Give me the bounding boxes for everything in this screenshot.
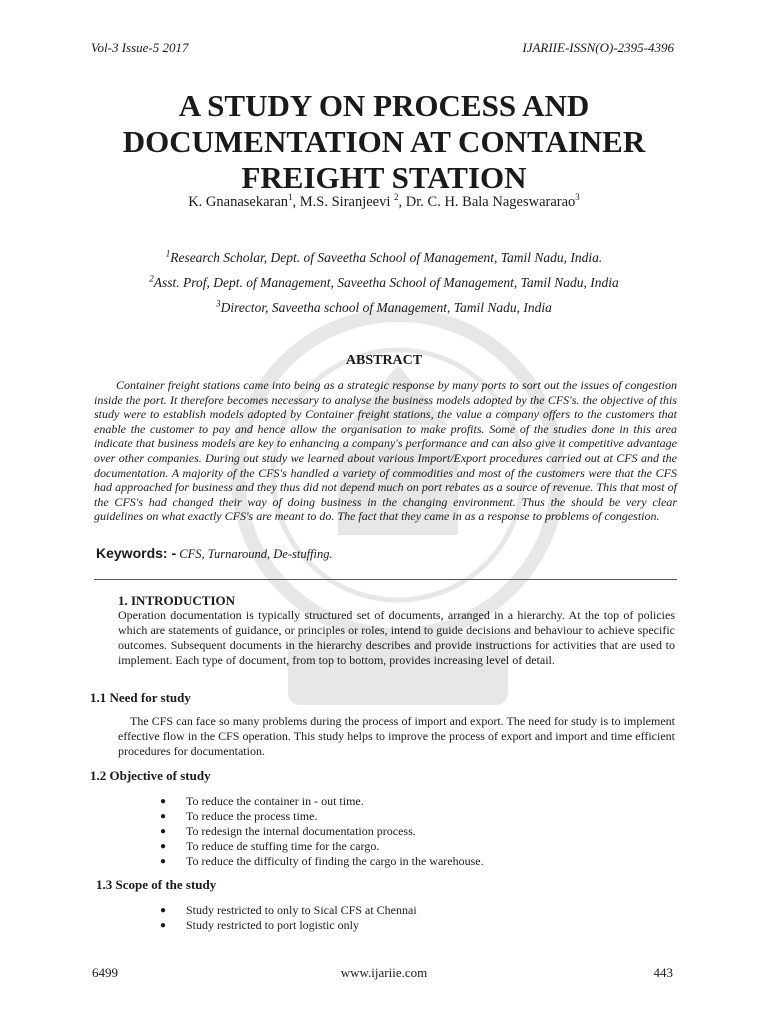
section-divider <box>94 579 677 580</box>
list-item <box>160 854 484 869</box>
author-name: Dr. C. H. Bala Nageswararao <box>405 194 576 210</box>
affiliation-text: Director, Saveetha school of Management, Tamil Nadu, India <box>220 300 552 315</box>
list-item-text: To reduce the container in - out time. <box>186 794 364 808</box>
objective-heading: 1.2 Objective of study <box>90 768 211 783</box>
author-name: M.S. Siranjeevi <box>299 194 395 210</box>
footer-page-number: 443 <box>653 965 673 980</box>
header-issn: IJARIIE-ISSN(O)-2395-4396 <box>522 40 674 55</box>
bullet-icon: ● <box>160 856 167 867</box>
list-item <box>160 809 484 824</box>
list-item-text: To reduce de stuffing time for the cargo. <box>186 839 380 853</box>
objective-list <box>160 794 484 869</box>
keywords-label: Keywords: - <box>96 545 177 561</box>
list-item-text: Study restricted to only to Sical CFS at Chennai <box>186 903 417 917</box>
list-item <box>160 918 417 933</box>
bullet-icon: ● <box>160 796 167 807</box>
introduction-heading: 1. INTRODUCTION <box>118 593 236 608</box>
affiliation-mark: 1 <box>165 248 171 259</box>
keywords <box>96 545 333 563</box>
affiliation-mark: 2 <box>149 273 154 284</box>
paper-title <box>90 88 678 196</box>
affiliation-text: Research Scholar, Dept. of Saveetha School of Management, Tamil Nadu, India. <box>170 250 603 265</box>
title-line-3: FREIGHT STATION <box>241 160 527 195</box>
author-name: K. Gnanasekaran <box>188 194 289 210</box>
bullet-icon: ● <box>160 826 167 837</box>
affiliation-3 <box>90 300 678 316</box>
list-item-text: To reduce the difficulty of finding the cargo in the warehouse. <box>186 854 484 868</box>
keywords-text: CFS, Turnaround, De-stuffing. <box>176 547 333 561</box>
bullet-icon: ● <box>160 920 167 931</box>
author-separator: , <box>292 194 300 210</box>
introduction-text: Operation documentation is typically structured set of documents, arranged in a hierarchy. At the top of policies which are statements of guidance, or principles or roles, intend to guide decisions and behaviour to achieve specific outcomes. Subsequent documents in the hierarchy describes and provide instructions for activities that are used to implement. Each type of document, from top to bottom, provides increasing level of detail. <box>118 608 675 667</box>
author-affil-mark: 2 <box>394 192 399 203</box>
list-item-text: To redesign the internal documentation process. <box>186 824 416 838</box>
bullet-icon: ● <box>160 811 167 822</box>
bullet-icon: ● <box>160 841 167 852</box>
affiliation-text: Asst. Prof, Dept. of Management, Saveetha School of Management, Tamil Nadu, India <box>153 275 619 290</box>
list-item <box>160 794 484 809</box>
header-volume-issue: Vol-3 Issue-5 2017 <box>91 40 189 55</box>
list-item <box>160 824 484 839</box>
author-list <box>90 194 678 211</box>
list-item-text: To reduce the process time. <box>186 809 318 823</box>
list-item <box>160 839 484 854</box>
author-affil-mark: 1 <box>288 192 293 203</box>
abstract-text: Container freight stations came into being as a strategic response by many ports to sort out the issues of congestion inside the port. It therefore becomes necessary to analyse the business models adopted by the CFS's. the objective of this study were to establish models adopted by Container freight stations, the value a company offers to the customers that enable the customer to pay and hence allow the organisation to make profits. Some of the studies done in this area indicate that business models are key to enhancing a company's performance and can also give it competitive advantage over other companies. During out study we learned about various Import/Export procedures carried out at CFS and the documentation. A majority of the CFS's handled a variety of commodities and most of the customers were that the CFS had approached for business and they thus did not depend much on port rebates as a source of revenue. This that most of the CFS's had changed their way of doing business in the changing environment. Thus the should be very clear guidelines on what exactly CFS's are meant to do. The fact that they came in as a response to problems of congestion. <box>94 378 677 524</box>
footer-website-link[interactable]: www.ijariie.com <box>340 965 428 980</box>
footer-paper-id: 6499 <box>92 965 118 980</box>
scope-heading: 1.3 Scope of the study <box>96 877 217 892</box>
title-line-2: DOCUMENTATION AT CONTAINER <box>122 124 646 159</box>
author-separator: , <box>398 194 406 210</box>
author-affil-mark: 3 <box>575 192 580 203</box>
bullet-icon: ● <box>160 905 167 916</box>
affiliation-1 <box>90 250 678 266</box>
abstract-heading: ABSTRACT <box>345 353 423 368</box>
need-text: The CFS can face so many problems during the process of import and export. The need for study is to implement effective flow in the CFS operation. This study helps to improve the process of export and import and time efficient procedures for documentation. <box>118 714 675 758</box>
title-line-1: A STUDY ON PROCESS AND <box>178 88 590 123</box>
need-heading: 1.1 Need for study <box>90 690 191 705</box>
list-item-text: Study restricted to port logistic only <box>186 918 359 932</box>
scope-list <box>160 903 417 933</box>
affiliation-mark: 3 <box>216 298 221 309</box>
affiliation-2 <box>90 275 678 291</box>
list-item <box>160 903 417 918</box>
